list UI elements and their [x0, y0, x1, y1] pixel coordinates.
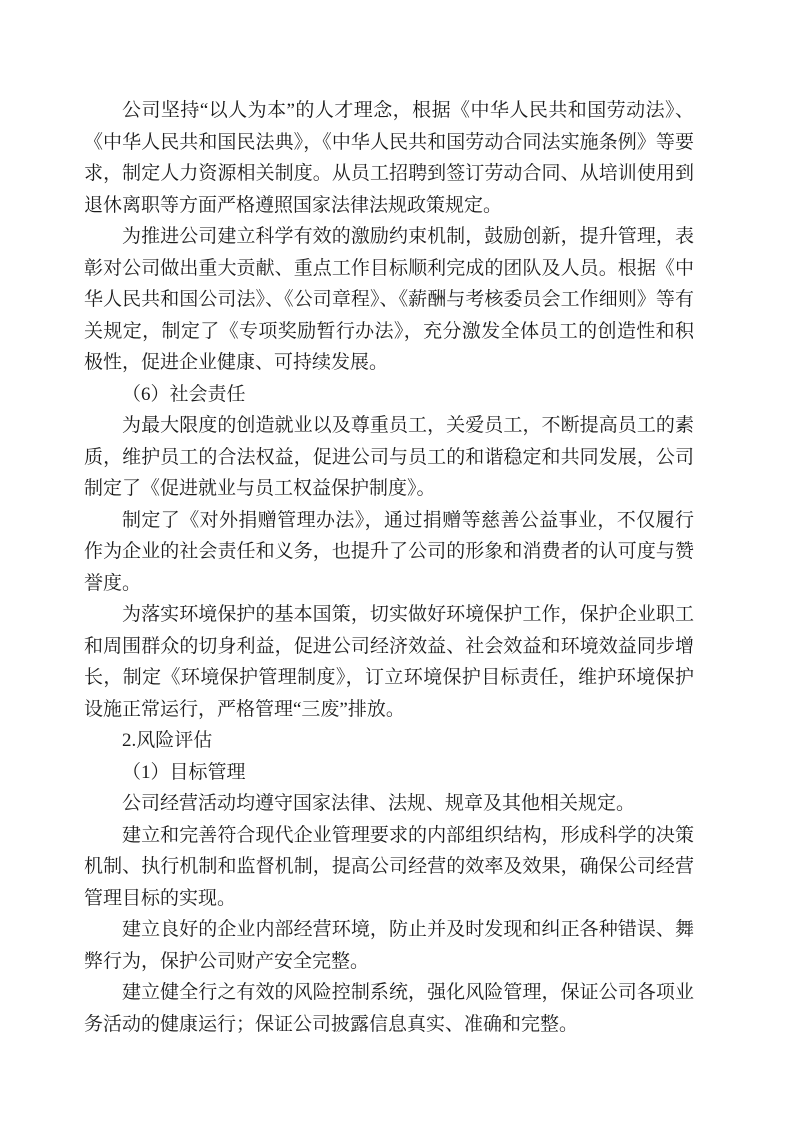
heading-social-responsibility: （6）社会责任	[122, 383, 246, 405]
paragraph-risk-control-system: 建立健全行之有效的风险控制系统，强化风险管理，保证公司各项业务活动的健康运行；保证公司披露信息真实、准确和完整。	[84, 982, 694, 1035]
paragraph-employee-rights: 为最大限度的创造就业以及尊重员工，关爱员工，不断提高员工的素质，维护员工的合法权益，促进公司与员工的和谐稳定和共同发展，公司制定了《促进就业与员工权益保护制度》。	[84, 415, 694, 499]
paragraph-legal-compliance: 公司经营活动均遵守国家法律、法规、规章及其他相关规定。	[122, 793, 636, 814]
paragraph-donation-management: 制定了《对外捐赠管理办法》，通过捐赠等慈善公益事业，不仅履行作为企业的社会责任和义务，也提升了公司的形象和消费者的认可度与赞誉度。	[84, 509, 694, 594]
paragraph-incentive-mechanism: 为推进公司建立科学有效的激励约束机制，鼓励创新，提升管理，表彰对公司做出重大贡献、重点工作目标顺利完成的团队及人员。根据《中华人民共和国公司法》、《公司章程》、《薪酬与考核委员会工作细则》等有关规定，制定了《专项奖励暂行办法》，充分激发全体员工的创造性和积极性，促进企业健康、可持续发展。	[84, 226, 694, 373]
paragraph-internal-structure: 建立和完善符合现代企业管理要求的内部组织结构，形成科学的决策机制、执行机制和监督机制，提高公司经营的效率及效果，确保公司经营管理目标的实现。	[84, 824, 694, 909]
paragraph-internal-environment: 建立良好的企业内部经营环境，防止并及时发现和纠正各种错误、舞弊行为，保护公司财产安全完整。	[84, 919, 694, 972]
paragraph-environment-protection: 为落实环境保护的基本国策，切实做好环境保护工作，保护企业职工和周围群众的切身利益，促进公司经济效益、社会效益和环境效益同步增长，制定《环境保护管理制度》，订立环境保护目标责任，维护环境保护设施正常运行，严格管理“三废”排放。	[84, 604, 694, 720]
heading-target-management: （1）目标管理	[122, 761, 246, 783]
paragraph-hr-policy: 公司坚持“以人为本”的人才理念，根据《中华人民共和国劳动法》、《中华人民共和国民法典》，《中华人民共和国劳动合同法实施条例》等要求，制定人力资源相关制度。从员工招聘到签订劳动合同、从培训使用到退休离职等方面严格遵照国家法律法规政策规定。	[84, 100, 694, 216]
heading-risk-assessment: 2.风险评估	[122, 730, 213, 751]
